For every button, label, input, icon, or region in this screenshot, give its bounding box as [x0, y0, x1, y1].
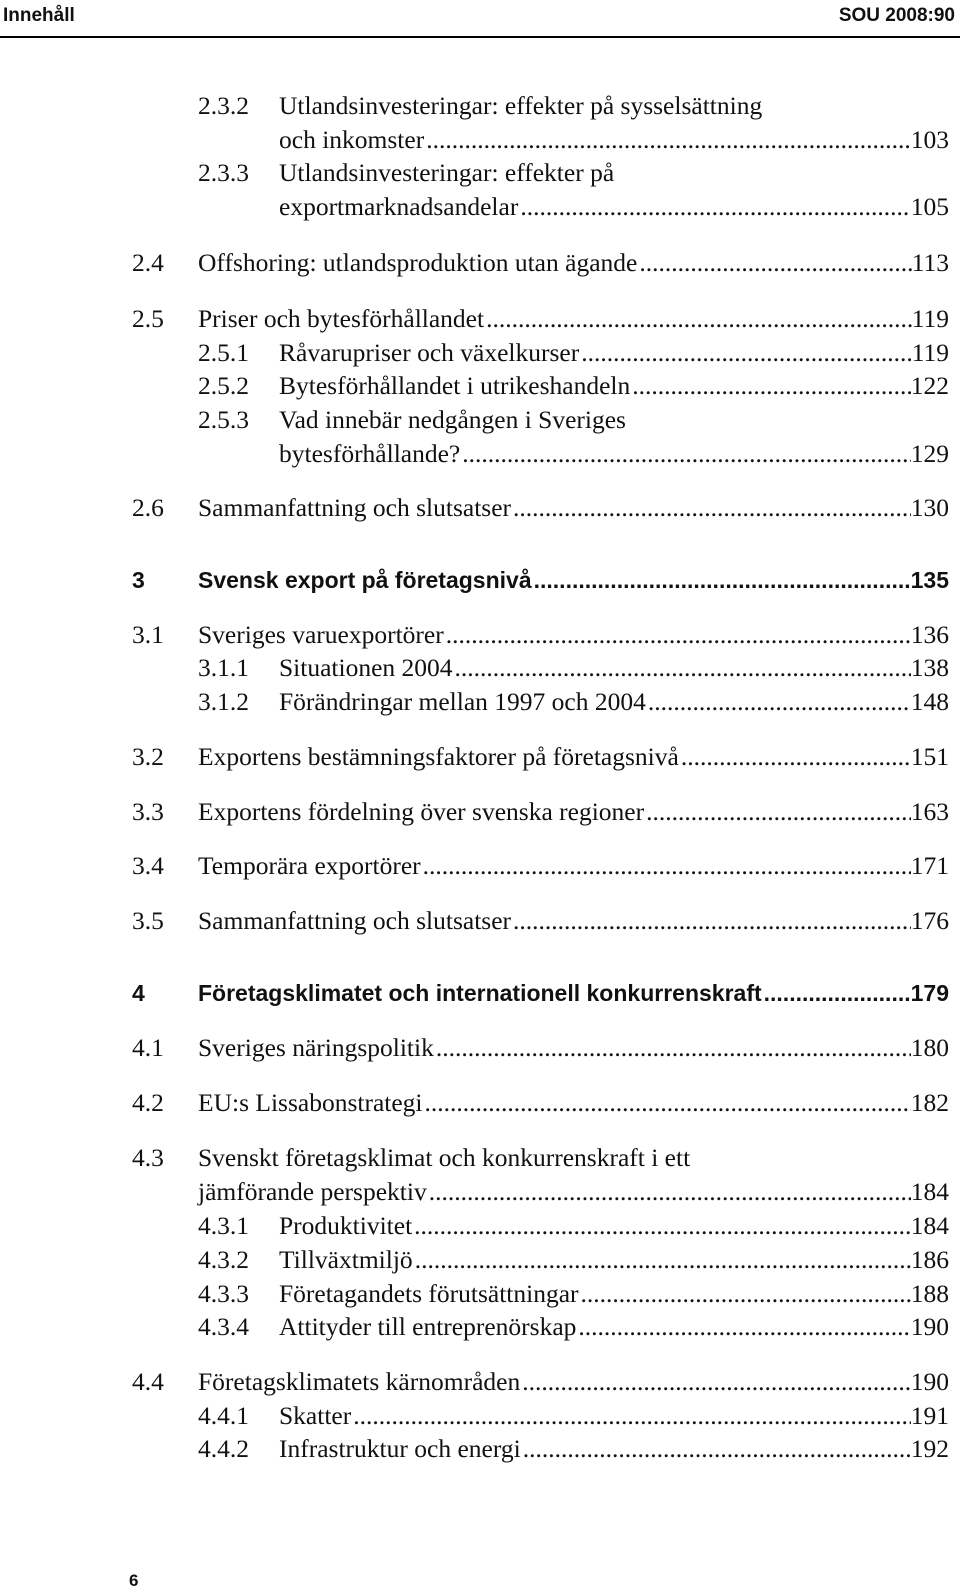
- toc-entry-number: 3.2: [132, 742, 164, 771]
- toc-entry-title: bytesförhållande?: [279, 439, 461, 468]
- toc-entry[interactable]: [198, 158, 949, 188]
- toc-entry[interactable]: [132, 851, 949, 881]
- toc-page-number: 129: [910, 439, 949, 468]
- toc-entry[interactable]: [198, 1211, 949, 1241]
- toc-entry-number: 4.4.1: [198, 1401, 249, 1430]
- running-header: [0, 0, 960, 36]
- toc-page-number: 138: [910, 653, 949, 682]
- toc-entry-title: jämförande perspektiv: [198, 1177, 427, 1206]
- toc-entry-title: Attityder till entreprenörskap: [279, 1312, 577, 1341]
- toc-entry-title: Sveriges näringspolitik: [198, 1033, 434, 1062]
- toc-page-number: 182: [910, 1088, 949, 1117]
- toc-entry-number: 4.1: [132, 1033, 164, 1062]
- dot-leader: [511, 906, 911, 936]
- toc-entry-title: Vad innebär nedgången i Sveriges: [279, 405, 626, 434]
- toc-entry-title: Temporära exportörer: [198, 851, 421, 880]
- dot-leader: [423, 1088, 911, 1118]
- toc-entry[interactable]: [132, 1033, 949, 1063]
- toc-entry-number: 4.2: [132, 1088, 164, 1117]
- toc-page-number: 176: [910, 906, 949, 935]
- toc-entry-title: Råvarupriser och växelkurser: [279, 338, 580, 367]
- document-id: SOU 2008:90: [838, 5, 955, 26]
- toc-entry-continuation[interactable]: [279, 192, 949, 222]
- header-rule: [0, 36, 960, 38]
- toc-page-number: 179: [910, 980, 949, 1006]
- dot-leader: [421, 851, 911, 881]
- dot-leader: [579, 338, 911, 368]
- toc-entry-number: 4.3.1: [198, 1211, 249, 1240]
- toc-entry-title: EU:s Lissabonstrategi: [198, 1088, 423, 1117]
- toc-page-number: 190: [910, 1367, 949, 1396]
- toc-entry-number: 4.3.4: [198, 1312, 249, 1341]
- toc-page-number: 188: [910, 1279, 949, 1308]
- toc-entry-title: Situationen 2004: [279, 653, 453, 682]
- toc-page-number: 180: [910, 1033, 949, 1062]
- toc-page-number: 130: [910, 493, 949, 522]
- toc-entry[interactable]: [132, 742, 949, 772]
- toc-page-number: 190: [910, 1312, 949, 1341]
- toc-entry[interactable]: [132, 1088, 949, 1118]
- dot-leader: [460, 439, 910, 469]
- toc-entry-title: Utlandsinvesteringar: effekter på sysselsättning: [279, 91, 763, 120]
- toc-entry-title: Företagandets förutsättningar: [279, 1279, 579, 1308]
- toc-entry-title: Offshoring: utlandsproduktion utan ägande: [198, 248, 638, 277]
- toc-entry[interactable]: [198, 1279, 949, 1309]
- toc-page-number: 151: [910, 742, 949, 771]
- toc-entry-number: 3.1.1: [198, 653, 249, 682]
- toc-entry-continuation[interactable]: [279, 439, 949, 469]
- toc-entry-number: 4.3.3: [198, 1279, 249, 1308]
- toc-entry[interactable]: [198, 1401, 949, 1431]
- toc-chapter-title: Företagsklimatet och internationell konkurrenskraft: [198, 980, 762, 1006]
- toc-entry-title: Sammanfattning och slutsatser: [198, 906, 512, 935]
- dot-leader: [518, 192, 910, 222]
- toc-entry[interactable]: [132, 906, 949, 936]
- toc-entry[interactable]: [198, 1245, 949, 1275]
- toc-entry-number: 4.4.2: [198, 1434, 249, 1463]
- dot-leader: [412, 1211, 911, 1241]
- dot-leader: [646, 687, 911, 717]
- dot-leader: [520, 1367, 911, 1397]
- toc-page-number: 184: [910, 1177, 949, 1206]
- toc-entry[interactable]: [198, 371, 949, 401]
- section-label: Innehåll: [3, 5, 75, 26]
- toc-page-number: 122: [910, 371, 949, 400]
- toc-entry-title: Exportens fördelning över svenska regioner: [198, 797, 645, 826]
- toc-chapter-number: 3: [132, 567, 145, 593]
- toc-entry[interactable]: [198, 653, 949, 683]
- toc-entry-title: Produktivitet: [279, 1211, 413, 1240]
- dot-leader: [511, 493, 911, 523]
- dot-leader: [679, 742, 911, 772]
- toc-entry-title: Skatter: [279, 1401, 352, 1430]
- toc-entry[interactable]: [132, 248, 949, 278]
- toc-entry-number: 2.5.1: [198, 338, 249, 367]
- toc-entry[interactable]: [198, 91, 949, 121]
- toc-entry-number: 2.3.3: [198, 158, 249, 187]
- toc-entry[interactable]: [198, 405, 949, 435]
- dot-leader: [630, 371, 911, 401]
- toc-chapter[interactable]: [132, 565, 949, 595]
- toc-entry-number: 4.4: [132, 1367, 164, 1396]
- page-number: 6: [129, 1571, 139, 1590]
- toc-entry-title: Exportens bestämningsfaktorer på företagsnivå: [198, 742, 679, 771]
- toc-page-number: 163: [910, 797, 949, 826]
- dot-leader: [444, 620, 911, 650]
- toc-entry-number: 4.3: [132, 1143, 164, 1172]
- toc-entry-number: 2.5.2: [198, 371, 249, 400]
- toc-entry[interactable]: [132, 304, 949, 334]
- toc-page-number: 192: [910, 1434, 949, 1463]
- toc-entry-continuation[interactable]: [279, 125, 949, 155]
- toc-entry-number: 3.3: [132, 797, 164, 826]
- dot-leader: [427, 1177, 911, 1207]
- toc-entry[interactable]: [132, 620, 949, 650]
- toc-entry-continuation[interactable]: [198, 1177, 949, 1207]
- toc-entry-number: 2.4: [132, 248, 164, 277]
- toc-page-number: 119: [911, 338, 949, 367]
- dot-leader: [532, 565, 911, 595]
- toc-entry-number: 3.5: [132, 906, 164, 935]
- dot-leader: [434, 1033, 911, 1063]
- toc-page-number: 135: [910, 567, 949, 593]
- dot-leader: [637, 248, 911, 278]
- toc-entry-title: Sammanfattning och slutsatser: [198, 493, 512, 522]
- toc-page-number: 171: [910, 851, 949, 880]
- toc-page-number: 184: [910, 1211, 949, 1240]
- toc-page-number: 186: [910, 1245, 949, 1274]
- toc-entry-number: 2.6: [132, 493, 164, 522]
- toc-entry[interactable]: [198, 1312, 949, 1342]
- toc-entry-title: Infrastruktur och energi: [279, 1434, 521, 1463]
- dot-leader: [484, 304, 912, 334]
- toc-page-number: 148: [910, 687, 949, 716]
- toc-entry[interactable]: [132, 1143, 949, 1173]
- toc-chapter[interactable]: [132, 978, 949, 1008]
- toc-entry[interactable]: [198, 338, 949, 368]
- toc-entry-title: Tillväxtmiljö: [279, 1245, 413, 1274]
- toc-entry-number: 2.5: [132, 304, 164, 333]
- toc-entry-title: Företagsklimatets kärnområden: [198, 1367, 521, 1396]
- dot-leader: [762, 978, 911, 1008]
- toc-entry-title: Sveriges varuexportörer: [198, 620, 444, 649]
- toc-entry-number: 2.3.2: [198, 91, 249, 120]
- toc-entry-number: 4.3.2: [198, 1245, 249, 1274]
- toc-entry[interactable]: [132, 797, 949, 827]
- dot-leader: [521, 1434, 911, 1464]
- toc-page-number: 119: [911, 304, 949, 333]
- toc-page-number: 103: [910, 125, 949, 154]
- toc-entry-number: 2.5.3: [198, 405, 249, 434]
- toc-entry-title: Bytesförhållandet i utrikeshandeln: [279, 371, 631, 400]
- toc-entry[interactable]: [132, 1367, 949, 1397]
- toc-page-number: 105: [910, 192, 949, 221]
- dot-leader: [424, 125, 911, 155]
- toc-page-number: 113: [911, 248, 949, 277]
- dot-leader: [576, 1312, 910, 1342]
- toc-page-number: 136: [910, 620, 949, 649]
- dot-leader: [351, 1401, 911, 1431]
- toc-entry-number: 3.1: [132, 620, 164, 649]
- toc-chapter-number: 4: [132, 980, 145, 1006]
- toc-chapter-title: Svensk export på företagsnivå: [198, 567, 532, 593]
- dot-leader: [413, 1245, 911, 1275]
- toc-page-number: 191: [910, 1401, 949, 1430]
- dot-leader: [579, 1279, 911, 1309]
- toc-entry-title: och inkomster: [279, 125, 425, 154]
- toc-entry-title: Utlandsinvesteringar: effekter på: [279, 158, 615, 187]
- toc-entry-title: Förändringar mellan 1997 och 2004: [279, 687, 646, 716]
- toc-entry-number: 3.1.2: [198, 687, 249, 716]
- toc-entry[interactable]: [198, 687, 949, 717]
- dot-leader: [644, 797, 911, 827]
- toc-entry-title: Svenskt företagsklimat och konkurrenskraft i ett: [198, 1143, 691, 1172]
- toc-entry[interactable]: [132, 493, 949, 523]
- toc-entry-number: 3.4: [132, 851, 164, 880]
- toc-entry-title: exportmarknadsandelar: [279, 192, 519, 221]
- dot-leader: [453, 653, 911, 683]
- toc-entry[interactable]: [198, 1434, 949, 1464]
- toc-entry-title: Priser och bytesförhållandet: [198, 304, 485, 333]
